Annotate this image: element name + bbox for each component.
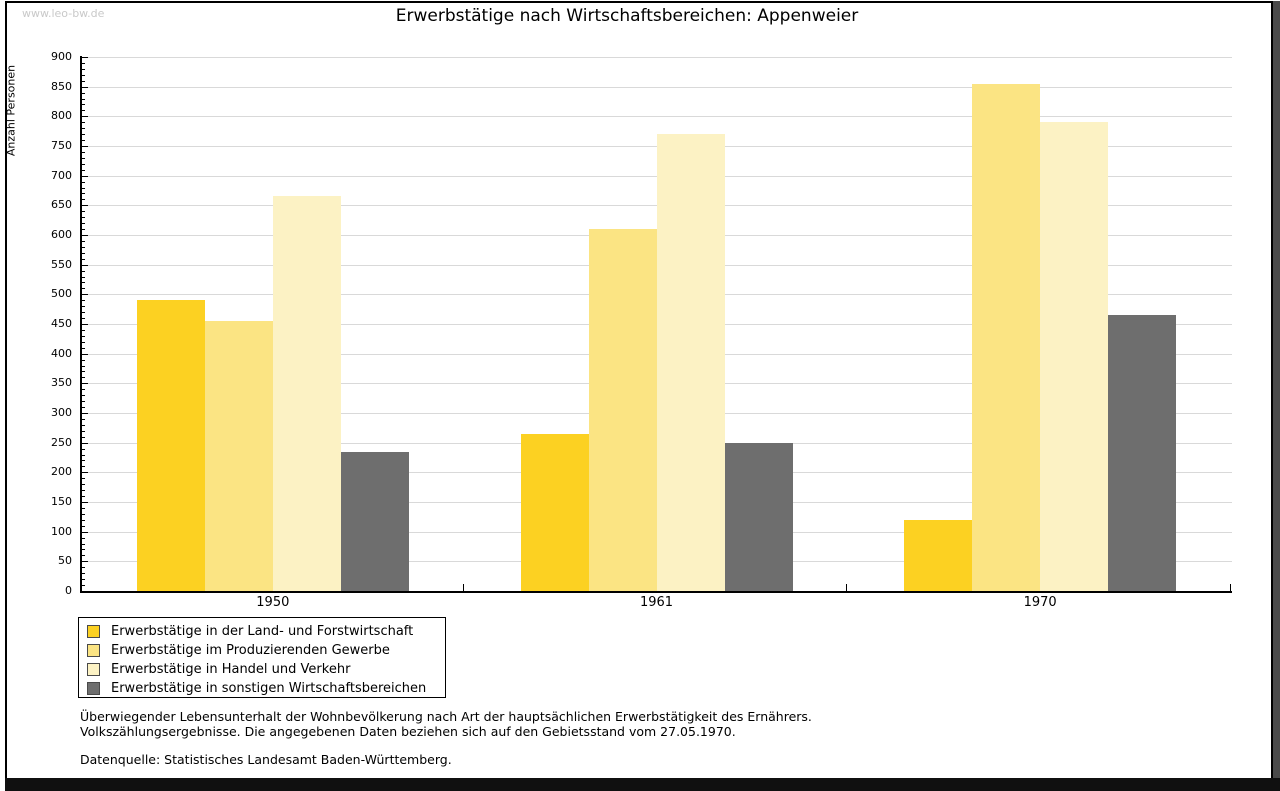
y-tick-label: 700 [51, 168, 72, 182]
y-tick-label: 600 [51, 228, 72, 241]
y-tick-label: 900 [51, 50, 72, 63]
bar-1961-series3 [657, 134, 725, 591]
legend-label: Erwerbstätige in sonstigen Wirtschaftsbereichen [111, 681, 427, 696]
y-tick-label: 150 [51, 495, 72, 508]
x-category-label: 1950 [256, 595, 290, 610]
y-axis-tick [81, 57, 88, 58]
y-gridline [81, 87, 1232, 88]
y-axis-tick [81, 205, 88, 206]
y-axis-tick [81, 235, 88, 236]
y-tick-label: 50 [58, 554, 72, 568]
legend-swatch-handel-verkehr [87, 663, 100, 676]
footnote-line: Überwiegender Lebensunterhalt der Wohnbevölkerung nach Art der hauptsächlichen Erwerbstätigkeit des Ernährers. [80, 709, 812, 724]
legend-item [87, 679, 445, 698]
footnote-line: Volkszählungsergebnisse. Die angegebenen Daten beziehen sich auf den Gebietsstand vom 27.05.1970. [80, 723, 736, 739]
bar-1970-series4 [1108, 315, 1176, 591]
y-axis-tick [81, 176, 88, 177]
y-axis-tick [81, 561, 88, 562]
y-axis-tick [81, 87, 88, 88]
bar-1970-series2 [972, 84, 1040, 591]
y-axis-tick [81, 354, 88, 355]
y-axis-tick [81, 294, 88, 295]
y-gridline [81, 116, 1232, 117]
y-tick-label: 350 [51, 376, 72, 390]
y-axis-tick [81, 472, 88, 473]
x-category-label: 1970 [1023, 595, 1057, 610]
y-axis-tick [81, 146, 88, 147]
legend-item [87, 622, 445, 641]
y-axis-tick [81, 532, 88, 533]
y-tick-label: 850 [51, 79, 72, 93]
legend-swatch-sonstige-bereiche [87, 682, 100, 695]
y-axis-tick [81, 443, 88, 444]
legend-label: Erwerbstätige im Produzierenden Gewerbe [111, 643, 390, 658]
legend-box [78, 617, 446, 698]
bar-1970-series3 [1040, 122, 1108, 591]
legend-swatch-produzierendes-gewerbe [87, 644, 100, 657]
y-tick-label: 450 [51, 317, 72, 330]
bar-1970-series1 [904, 520, 972, 591]
y-axis-tick [81, 413, 88, 414]
x-category-label: 1961 [639, 595, 674, 610]
bar-1950-series4 [341, 452, 409, 591]
bar-1950-series2 [205, 321, 273, 591]
y-tick-label: 650 [51, 198, 72, 212]
y-tick-label: 550 [51, 257, 72, 271]
bar-1961-series4 [725, 443, 793, 591]
border-shadow-right [1273, 1, 1280, 791]
y-tick-label: 750 [51, 139, 72, 152]
bar-1961-series1 [521, 434, 589, 591]
y-axis-tick [81, 502, 88, 503]
y-tick-label: 800 [51, 109, 72, 123]
y-axis-tick [81, 116, 88, 117]
y-axis-line [80, 56, 82, 593]
bar-1961-series2 [589, 229, 657, 591]
watermark: www.leo-bw.de [22, 7, 105, 20]
y-tick-label: 500 [51, 287, 72, 301]
legend-item [87, 641, 445, 660]
data-source: Datenquelle: Statistisches Landesamt Baden-Württemberg. [80, 752, 452, 767]
bar-1950-series1 [137, 300, 205, 591]
page-title: Erwerbstätige nach Wirtschaftsbereichen: Appenweier [395, 6, 859, 26]
footnote [80, 710, 812, 739]
y-tick-label: 300 [51, 406, 72, 419]
y-tick-label: 250 [51, 435, 72, 449]
legend-item [87, 660, 445, 679]
border-shadow-bottom [5, 778, 1280, 791]
y-axis-label: Anzahl Personen [4, 64, 18, 157]
y-axis-tick [81, 324, 88, 325]
legend-swatch-land-forstwirtschaft [87, 625, 100, 638]
y-tick-label: 100 [51, 524, 72, 538]
y-tick-label: 0 [65, 584, 72, 597]
y-axis-tick [81, 265, 88, 266]
legend-label: Erwerbstätige in der Land- und Forstwirtschaft [111, 624, 414, 639]
legend-label: Erwerbstätige in Handel und Verkehr [111, 662, 351, 677]
y-tick-label: 400 [51, 346, 72, 360]
y-tick-label: 200 [51, 465, 72, 479]
bar-1950-series3 [273, 196, 341, 591]
y-axis-tick [81, 383, 88, 384]
x-axis-line [80, 591, 1232, 593]
y-gridline [81, 57, 1232, 58]
